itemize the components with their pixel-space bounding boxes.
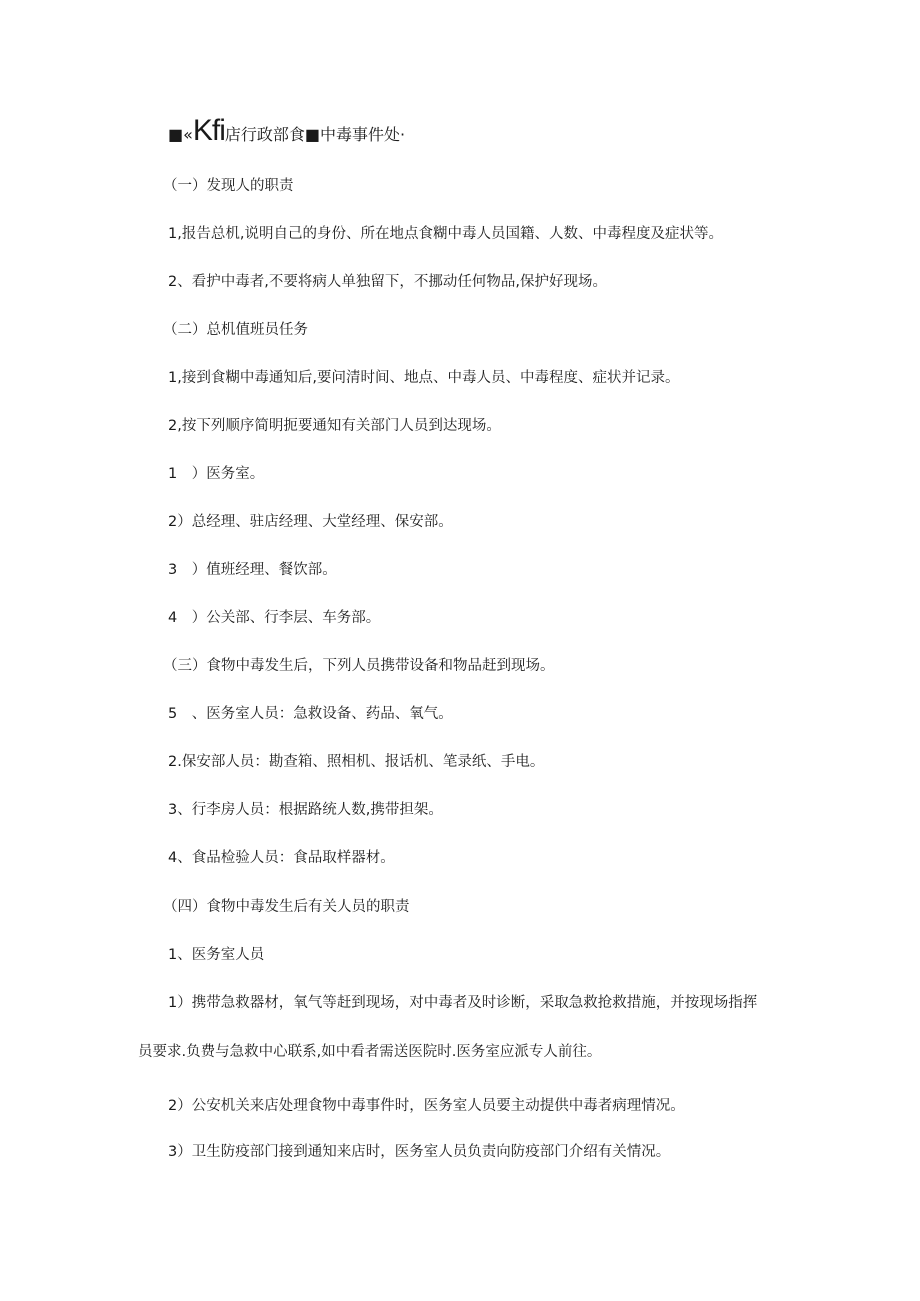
list-item: 4 ）公关部、行李层、车务部。 (168, 610, 381, 626)
document-title (168, 114, 405, 152)
paragraph-line: 2）公安机关来店处理食物中毒事件时，医务室人员要主动提供中毒者病理情况。 (168, 1098, 685, 1114)
section-heading-4: （四）食物中毒发生后有关人员的职责 (163, 899, 410, 915)
title-big-text: Kfi (192, 114, 225, 147)
section-heading-2: （二）总机值班员任务 (163, 322, 308, 338)
list-item: 1 ）医务室。 (168, 466, 265, 482)
list-item: 2.保安部人员：勘查箱、照相机、报话机、笔录纸、手电。 (168, 754, 545, 770)
list-item: 1、医务室人员 (168, 947, 265, 963)
paragraph-line: 1,接到食糊中毒通知后,要问清时间、地点、中毒人员、中毒程度、症状并记录。 (168, 370, 680, 386)
list-item: 5 、医务室人员：急救设备、药品、氧气。 (168, 706, 453, 722)
list-item: 3 ）值班经理、餐饮部。 (168, 562, 337, 578)
list-item: 4、食品检验人员：食品取样器材。 (168, 850, 395, 866)
section-heading-1: （一）发现人的职责 (163, 178, 294, 194)
paragraph-line: 员要求.负费与急救中心联系,如中看者需送医院时.医务室应派专人前往。 (138, 1044, 602, 1060)
paragraph-line: 1,报告总机,说明自己的身份、所在地点食糊中毒人员国籍、人数、中毒程度及症状等。 (168, 226, 723, 242)
paragraph-line: 3）卫生防疫部门接到通知来店时，医务室人员负责向防疫部门介绍有关情况。 (168, 1144, 671, 1160)
section-heading-3: （三）食物中毒发生后，下列人员携带设备和物品赶到现场。 (163, 658, 555, 674)
list-item: 2）总经理、驻店经理、大堂经理、保安部。 (168, 514, 453, 530)
title-rest: 店行政部食■中毒事件处· (224, 125, 406, 144)
paragraph-line: 2,按下列顺序简明扼要通知有关部门人员到达现场。 (168, 418, 501, 434)
paragraph-line: 1）携带急救器材，氧气等赶到现场，对中毒者及时诊断，采取急救抢救措施，并按现场指挥 (168, 995, 758, 1011)
title-prefix: ■« (168, 125, 193, 144)
paragraph-line: 2、看护中毒者,不要将病人单独留下，不挪动任何物品,保护好现场。 (168, 274, 607, 290)
list-item: 3、行李房人员：根据路统人数,携带担架。 (168, 802, 443, 818)
